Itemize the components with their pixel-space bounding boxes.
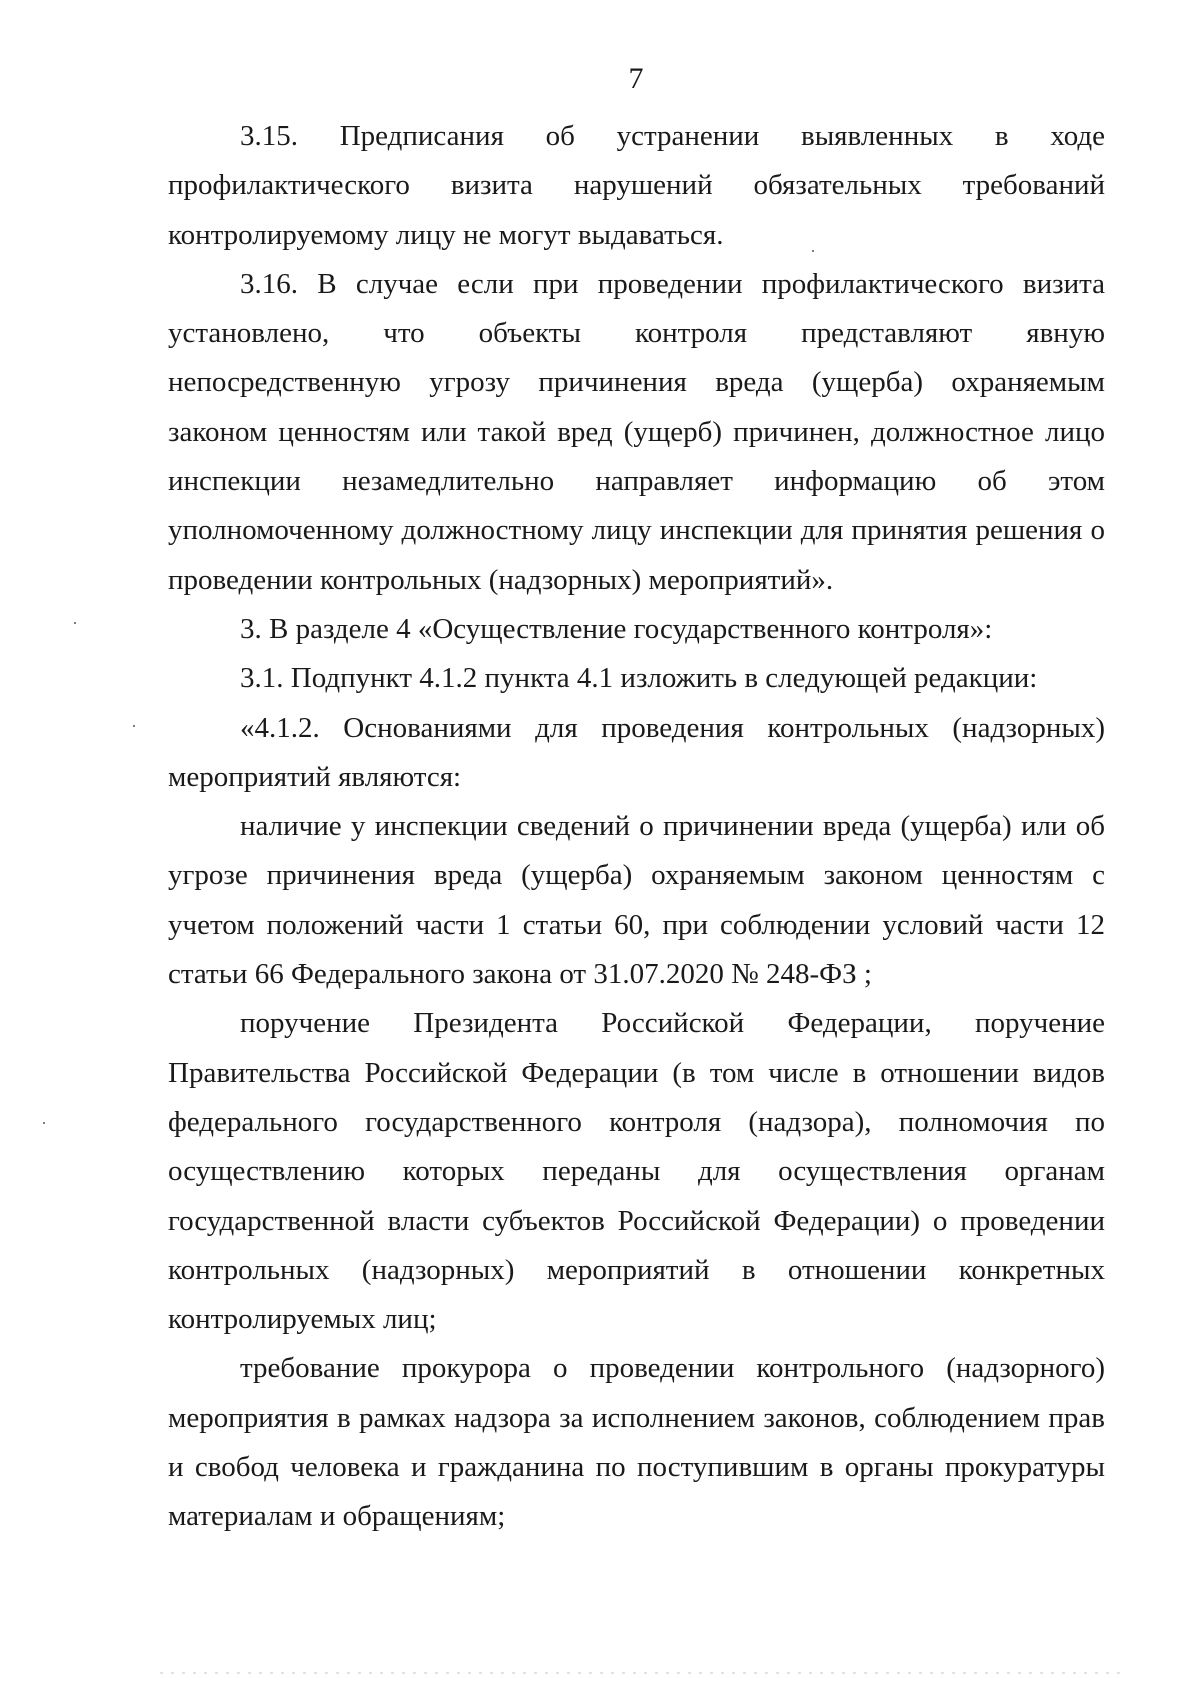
paragraph-3-15: 3.15. Предписания об устранении выявленных в ходе профилактического визита нарушений обязательных требований контролируемому лицу не могут выдаваться.: [168, 120, 1105, 251]
paragraph-4-1-2: «4.1.2. Основаниями для проведения контрольных (надзорных) мероприятий являются:: [168, 711, 1105, 793]
scan-edge-noise: [160, 1672, 1120, 1674]
paragraph-3-16: 3.16. В случае если при проведении профилактического визита установлено, что объекты контроля представляют явную непосредственную угрозу причинения вреда (ущерба) охраняемым законом ценностям или такой вред (ущерб) причинен, должностное лицо инспекции незамедлительно направляет информацию об этом уполномоченному должностному лицу инспекции для принятия решения о проведении контрольных (надзорных) мероприятий».: [168, 267, 1105, 596]
scan-speck: [74, 622, 76, 624]
scan-speck: [812, 250, 814, 252]
paragraph-ground-prosecutor-demand: требование прокурора о проведении контрольного (надзорного) мероприятия в рамках надзора за исполнением законов, соблюдением прав и свобод человека и гражданина по поступившим в органы прокуратуры материалам и обращениям;: [168, 1352, 1105, 1533]
document-body: [168, 112, 1105, 1542]
scan-speck: [43, 1122, 45, 1124]
paragraph-3-1: 3.1. Подпункт 4.1.2 пункта 4.1 изложить в следующей редакции:: [240, 662, 1038, 695]
page-number: 7: [628, 62, 644, 95]
paragraph-ground-harm-info: наличие у инспекции сведений о причинении вреда (ущерба) или об угрозе причинения вреда (ущерба) охраняемым законом ценностям с учетом положений части 1 статьи 60, при соблюдении условий части 12 статьи 66 Федерального закона от 31.07.2020 № 248-ФЗ ;: [168, 810, 1105, 991]
paragraph-section-4-intro: 3. В разделе 4 «Осуществление государственного контроля»:: [240, 612, 993, 645]
paragraph-ground-president-order: поручение Президента Российской Федерации, поручение Правительства Российской Федерации (в том числе в отношении видов федерального государственного контроля (надзора), полномочия по осуществлению которых переданы для осуществления органам государственной власти субъектов Российской Федерации) о проведении контрольных (надзорных) мероприятий в отношении конкретных контролируемых лиц;: [168, 1007, 1105, 1336]
scan-speck: [133, 725, 135, 727]
